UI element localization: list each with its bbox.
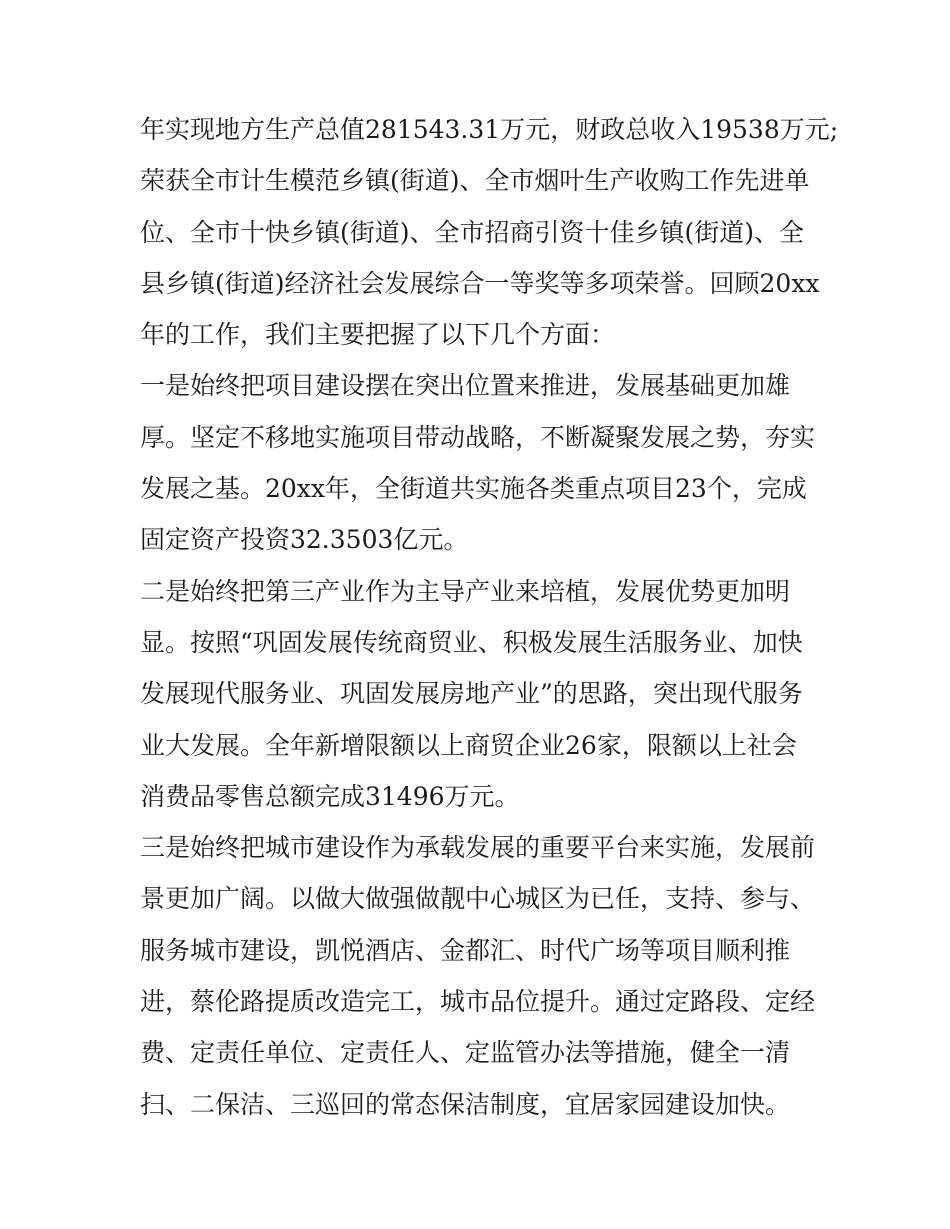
text-line: 显。按照“巩固发展传统商贸业、积极发展生活服务业、加快	[140, 627, 803, 657]
text-line: 县乡镇(街道)经济社会发展综合一等奖等多项荣誉。回顾20xx	[140, 268, 820, 298]
document-body	[140, 104, 839, 1130]
text-line: 年实现地方生产总值281543.31万元，财政总收入19538万元;	[140, 115, 839, 144]
text-line: 厚。坚定不移地实施项目带动战略，不断凝聚发展之势，夯实	[140, 422, 816, 452]
text-line: 业大发展。全年新增限额以上商贸企业26家，限额以上社会	[140, 730, 797, 760]
text-line: 进，蔡伦路提质改造完工，城市品位提升。通过定路段、定经	[140, 987, 816, 1017]
text-line: 位、全市十快乡镇(街道)、全市招商引资十佳乡镇(街道)、全	[140, 217, 805, 247]
text-line: 扫、二保洁、三巡回的常态保洁制度，宜居家园建设加快。	[140, 1089, 791, 1119]
text-line: 费、定责任单位、定责任人、定监管办法等措施，健全一清	[140, 1038, 791, 1068]
text-line: 年的工作，我们主要把握了以下几个方面：	[140, 320, 616, 350]
text-line: 景更加广阔。以做大做强做靓中心城区为已任，支持、参与、	[140, 884, 816, 914]
text-line: 发展之基。20xx年，全街道共实施各类重点项目23个，完成	[140, 474, 807, 504]
text-line: 一是始终把项目建设摆在突出位置来推进，发展基础更加雄	[140, 371, 791, 401]
text-line: 服务城市建设，凯悦酒店、金都汇、时代广场等项目顺利推	[140, 935, 791, 965]
text-line: 消费品零售总额完成31496万元。	[140, 781, 520, 811]
text-line: 二是始终把第三产业作为主导产业来培植，发展优势更加明	[140, 576, 791, 606]
text-line: 发展现代服务业、巩固发展房地产业”的思路，突出现代服务	[140, 679, 803, 709]
text-line: 固定资产投资32.3503亿元。	[140, 525, 469, 555]
text-line: 三是始终把城市建设作为承载发展的重要平台来实施，发展前	[140, 833, 816, 863]
text-line: 荣获全市计生模范乡镇(街道)、全市烟叶生产收购工作先进单	[140, 166, 810, 196]
